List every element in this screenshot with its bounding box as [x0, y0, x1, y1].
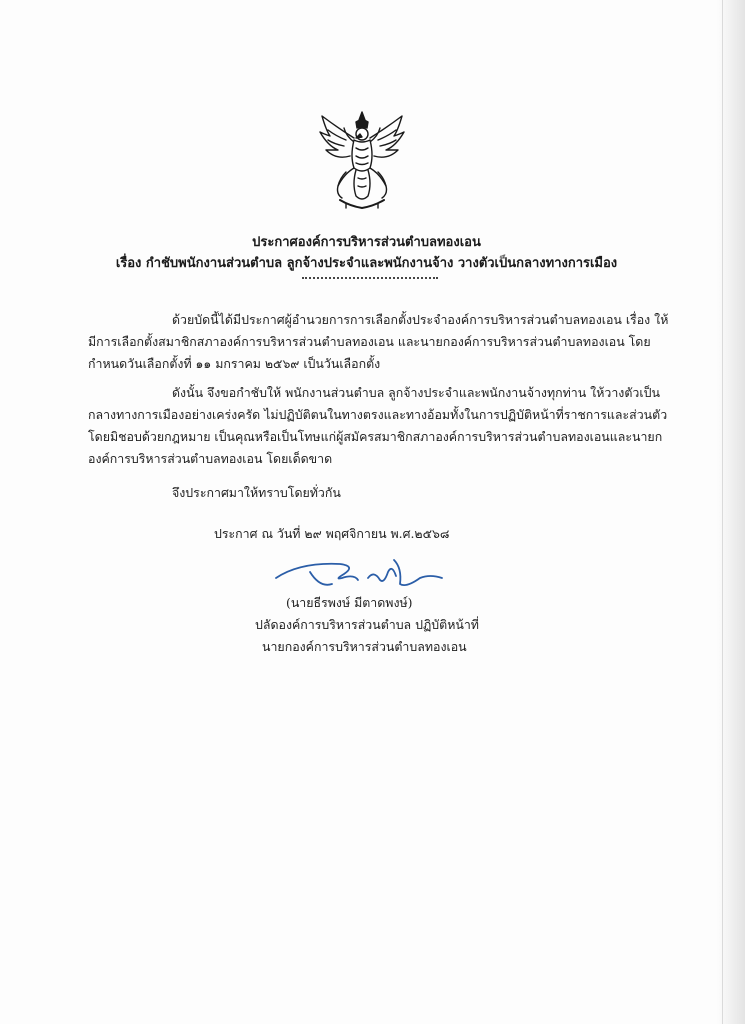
para2-line-1: ดังนั้น จึงขอกำชับให้ พนักงานส่วนตำบล ลูกจ้างประจำและพนักงานจ้างทุกท่าน ให้วางตัวเป็น	[172, 385, 660, 400]
signer-position-line-1: ปลัดองค์การบริหารส่วนตำบล ปฏิบัติหน้าที่	[255, 617, 479, 632]
para1-line-2: มีการเลือกตั้งสมาชิกสภาองค์การบริหารส่วนตำบลทองเอน และนายกองค์การบริหารส่วนตำบลทองเอน โดย	[88, 334, 651, 349]
closing-line: จึงประกาศมาให้ทราบโดยทั่วกัน	[172, 485, 341, 500]
announcement-title: ประกาศองค์การบริหารส่วนตำบลทองเอน	[252, 235, 481, 250]
announcement-subject: เรื่อง กำชับพนักงานส่วนตำบล ลูกจ้างประจำและพนักงานจ้าง วางตัวเป็นกลางทางการเมือง	[115, 256, 618, 271]
signer-position-line-2: นายกองค์การบริหารส่วนตำบลทองเอน	[262, 639, 467, 654]
garuda-emblem-icon	[316, 108, 408, 214]
signer-name: (นายธีรพงษ์ มีตาดพงษ์)	[286, 595, 413, 610]
date-line: ประกาศ ณ วันที่ ๒๙ พฤศจิกายน พ.ศ.๒๕๖๘	[214, 526, 450, 541]
para2-line-3: โดยมิชอบด้วยกฎหมาย เป็นคุณหรือเป็นโทษแก่ผู้สมัครสมาชิกสภาองค์การบริหารส่วนตำบลทองเอนและนายก	[88, 429, 663, 444]
handwritten-signature	[270, 548, 450, 596]
para1-line-1: ด้วยบัดนี้ได้มีประกาศผู้อำนวยการการเลือกตั้งประจำองค์การบริหารส่วนตำบลทองเอน เรื่อง ให้	[172, 312, 669, 327]
scan-edge-line	[722, 0, 723, 1024]
para2-line-2: กลางทางการเมืองอย่างเคร่งครัด ไม่ปฏิบัติตนในทางตรงและทางอ้อมทั้งในการปฏิบัติหน้าที่ราชการและส่วนตัว	[88, 407, 668, 422]
title-separator	[302, 277, 438, 279]
para2-line-4: องค์การบริหารส่วนตำบลทองเอน โดยเด็ดขาด	[88, 451, 333, 466]
para1-line-3: กำหนดวันเลือกตั้งที่ ๑๑ มกราคม ๒๕๖๙ เป็นวันเลือกตั้ง	[88, 356, 381, 371]
